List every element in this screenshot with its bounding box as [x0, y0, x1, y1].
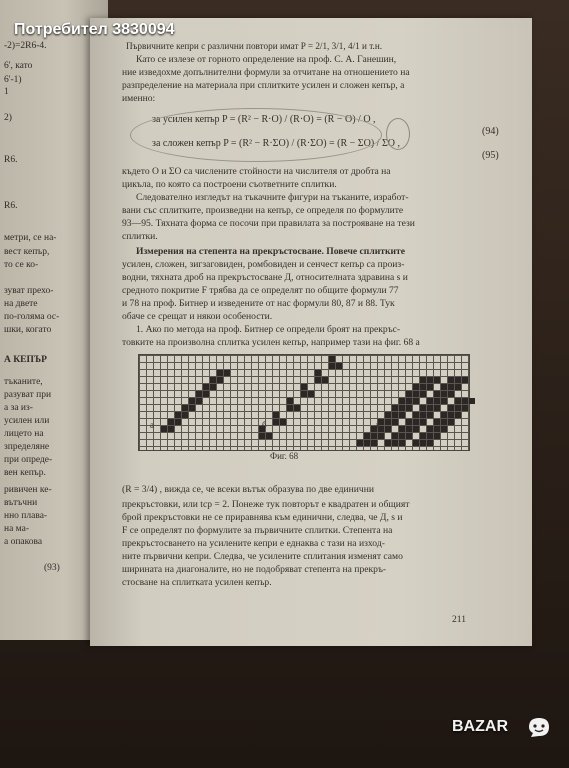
left-line: вен кепър. [4, 468, 46, 478]
weave-cell [203, 384, 209, 390]
weave-cell [399, 412, 405, 418]
weave-cell [175, 412, 181, 418]
weave-cell [399, 433, 405, 439]
weave-cell [182, 412, 188, 418]
left-line: разуват при [4, 390, 52, 400]
weave-cell [301, 391, 307, 397]
left-line: зуват прехо- [4, 286, 54, 296]
weave-cell [448, 405, 454, 411]
weave-cell [273, 419, 279, 425]
paragraph-line: товките на произволна сплитка усилен кепър, например тази на фиг. 68 а [122, 337, 420, 348]
left-line: а за из- [4, 403, 33, 413]
left-line: метри, се на- [4, 233, 57, 243]
weave-cell [392, 440, 398, 446]
weave-cell [420, 384, 426, 390]
weave-cell [217, 370, 223, 376]
paragraph-line: Първичните кепри с различни повтори имат P = 2/1, 3/1, 4/1 и т.н. [126, 41, 383, 51]
left-line: А КЕПЪР [4, 355, 47, 365]
pencil-annotation [130, 108, 382, 162]
weave-cell [462, 398, 468, 404]
weave-cell [441, 419, 447, 425]
weave-cell [357, 440, 363, 446]
left-line: R6. [4, 201, 18, 211]
weave-cell [217, 377, 223, 383]
weave-cell [469, 398, 475, 404]
left-line: R6. [4, 155, 18, 165]
weave-cell [441, 426, 447, 432]
weave-cell [161, 426, 167, 432]
weave-cell [427, 440, 433, 446]
weave-cell [462, 405, 468, 411]
weave-cell [455, 398, 461, 404]
paragraph-line: и 78 на проф. Битнер и изведените от нас формули 80, 87 и 88. Тук [122, 298, 395, 309]
left-line: усилен или [4, 416, 50, 426]
equation-number: (94) [482, 126, 499, 137]
left-line: зпределяне [4, 442, 50, 452]
paragraph-line: стосване на сплитката усилен кепър. [122, 577, 272, 588]
paragraph-line: усилен, сложен, зигзаговиден, ромбовиден и сенчест кепър са произ- [122, 259, 405, 270]
weave-cell [280, 419, 286, 425]
formula-94: за усилен кепър P = (R² − R·O) / (R·O) = (R − O) / O , [152, 114, 376, 125]
weave-cell [455, 405, 461, 411]
weave-cell [420, 412, 426, 418]
left-line: шки, когато [4, 325, 52, 335]
weave-cell [413, 419, 419, 425]
book-page [90, 18, 532, 646]
weave-cell [413, 412, 419, 418]
weave-cell [448, 384, 454, 390]
figure-caption: Фиг. 68 [270, 451, 299, 461]
left-line: -2)=2R6-4. [4, 41, 47, 51]
weave-cell [434, 398, 440, 404]
paragraph-line: 93—95. Тяхната форма се посочи при правилата за построяване на тези [122, 218, 415, 229]
weave-cell [420, 377, 426, 383]
weave-cell [462, 377, 468, 383]
weave-cell [434, 433, 440, 439]
paragraph-line: прекръстовки, или tср = 2. Понеже тук повторът е квадратен и общият [122, 499, 410, 510]
weave-cell [434, 391, 440, 397]
weave-cell [441, 412, 447, 418]
left-line: то се ко- [4, 260, 39, 270]
weave-cell [301, 384, 307, 390]
left-line: 6'-1) [4, 75, 22, 85]
weave-cell [448, 377, 454, 383]
paragraph-line: ние изведохме допълнителни формули за отчитане на отношението на [122, 67, 410, 78]
paragraph-line: цикъла, по която са построени съответните сплитки. [122, 179, 337, 190]
left-line: нно плава- [4, 511, 48, 521]
weave-cell [168, 426, 174, 432]
left-line: на двете [4, 299, 38, 309]
weave-cell [427, 426, 433, 432]
weave-cell [315, 370, 321, 376]
paragraph-line: сплитки. [122, 231, 158, 242]
left-line: вест кепър, [4, 247, 50, 257]
weave-cell [420, 391, 426, 397]
weave-cell [413, 398, 419, 404]
weave-cell [273, 412, 279, 418]
weave-cell [434, 426, 440, 432]
weave-cell [259, 433, 265, 439]
paragraph-line: Следователно изгледът на тъкачните фигури на тъканите, изработ- [136, 192, 409, 203]
weave-cell [427, 405, 433, 411]
weave-cell [266, 433, 272, 439]
bazar-logo: BAZAR [452, 718, 508, 735]
paragraph-line: (R = 3/4) , вижда се, че всеки вътък образува по две единични [122, 484, 374, 495]
paragraph-line: F се определят по формулите за първичните сплитки. Степента на [122, 525, 393, 536]
weave-cell [385, 426, 391, 432]
weave-cell [364, 440, 370, 446]
weave-cell [392, 433, 398, 439]
weave-cell [182, 405, 188, 411]
weave-cell [336, 363, 342, 369]
weave-cell [399, 398, 405, 404]
paragraph-line: където O и ΣO са числените стойности на числителя от дробта на [122, 166, 391, 177]
weave-cell [392, 405, 398, 411]
weave-cell [427, 398, 433, 404]
weave-cell [406, 391, 412, 397]
paragraph-line: ширината на диагоналите, но не подобряват степента на прекръ- [122, 564, 387, 575]
figure-label-a: a [150, 420, 154, 430]
weave-cell [329, 356, 335, 362]
weave-cell [413, 426, 419, 432]
weave-cell [224, 370, 230, 376]
weave-cell [203, 391, 209, 397]
weave-cell [441, 384, 447, 390]
paragraph-line: именно: [122, 93, 156, 104]
weave-cell [420, 405, 426, 411]
left-line: лицето на [4, 429, 44, 439]
weave-cell [399, 405, 405, 411]
left-line: тъканите, [4, 377, 43, 387]
weave-cell [406, 433, 412, 439]
paragraph-line: водни, тяхната дроб на прекръстосване Д, относителната здравина s и [122, 272, 408, 283]
left-line: а опакова [4, 537, 43, 547]
left-eq-number: (93) [44, 563, 60, 573]
weave-cell [413, 440, 419, 446]
left-line: по-голяма ос- [4, 312, 60, 322]
left-line: 2) [4, 113, 12, 123]
left-line: вътъчни [4, 498, 38, 508]
weave-cell [420, 419, 426, 425]
weave-cell [413, 391, 419, 397]
weave-cell [385, 412, 391, 418]
weave-cell [448, 391, 454, 397]
weave-cell [455, 412, 461, 418]
weave-cell [427, 433, 433, 439]
weave-cell [406, 398, 412, 404]
weave-cell [420, 433, 426, 439]
weave-cell [385, 440, 391, 446]
paragraph-line: прекръстосването на усилените кепри е еднаква с тази на изход- [122, 538, 385, 549]
paragraph-line: ните първични кепри. Следва, че усилените сплитания изменят само [122, 551, 403, 562]
weave-cell [441, 391, 447, 397]
weave-cell [371, 440, 377, 446]
weave-cell [189, 405, 195, 411]
weave-cell [434, 419, 440, 425]
section-heading: Измерения на степента на прекръстосване. Повече сплитките [136, 246, 405, 257]
weave-cell [189, 398, 195, 404]
weave-cell [364, 433, 370, 439]
weave-cell [315, 377, 321, 383]
left-line: на ма- [4, 524, 30, 534]
left-line: 1 [4, 87, 9, 97]
weave-cell [392, 412, 398, 418]
paragraph-line: разпределение на материала при сплитките усилен и сложен кепър, а [122, 80, 405, 91]
figure-label-b: б [262, 420, 267, 430]
weave-cell [427, 412, 433, 418]
weave-cell [399, 426, 405, 432]
paragraph-line: средното покритие F трябва да се определят по общите формули 77 [122, 285, 399, 296]
weave-cell [448, 419, 454, 425]
weave-cell [196, 398, 202, 404]
weave-cell [455, 384, 461, 390]
weave-cell [294, 405, 300, 411]
paragraph-line: обаче се срещат и някои особености. [122, 311, 273, 322]
weave-cell [378, 433, 384, 439]
weave-cell [196, 391, 202, 397]
weave-cell [210, 384, 216, 390]
seller-watermark: Потребител 3830094 [14, 21, 175, 38]
weave-cell [420, 440, 426, 446]
weave-cell [399, 440, 405, 446]
weave-cell [287, 405, 293, 411]
weave-cell [406, 426, 412, 432]
weave-cell [413, 384, 419, 390]
weave-cell [427, 377, 433, 383]
weave-cell [329, 363, 335, 369]
pencil-annotation [386, 118, 410, 150]
left-line: 6', като [4, 61, 33, 71]
left-line: ривичен ке- [4, 485, 52, 495]
weave-cell [322, 377, 328, 383]
figure-label-c: в [376, 420, 381, 430]
weave-cell [168, 419, 174, 425]
equation-number: (95) [482, 150, 499, 161]
weave-cell [434, 405, 440, 411]
page-number: 211 [452, 614, 467, 625]
weave-cell [308, 391, 314, 397]
weave-cell [406, 405, 412, 411]
weave-cell [406, 419, 412, 425]
paragraph-line: брой прекръстовки не се приравнява към единични, следва, че Д, s и [122, 512, 403, 523]
formula-95: за сложен кепър P = (R² − R·ΣO) / (R·ΣO) = (R − ΣO) / ΣO , [152, 138, 400, 149]
weave-cell [371, 433, 377, 439]
weave-cell [175, 419, 181, 425]
weave-cell [448, 412, 454, 418]
left-line: при опреде- [4, 455, 53, 465]
weave-cell [392, 419, 398, 425]
weave-cell [455, 377, 461, 383]
bazar-logo-icon [527, 716, 551, 738]
paragraph-line: 1. Ако по метода на проф. Битнер се определи броят на прекръс- [136, 324, 401, 335]
weave-cell [287, 398, 293, 404]
paragraph-line: Като се излезе от горното определение на проф. С. А. Ганешин, [136, 54, 397, 65]
weave-cell [210, 377, 216, 383]
paragraph-line: вани със сплитките, произведни на кепър, се определя по формулите [122, 205, 404, 216]
weave-cell [434, 377, 440, 383]
weave-cell [427, 384, 433, 390]
weave-figure-68 [138, 354, 470, 451]
weave-cell [385, 419, 391, 425]
weave-cell [441, 398, 447, 404]
